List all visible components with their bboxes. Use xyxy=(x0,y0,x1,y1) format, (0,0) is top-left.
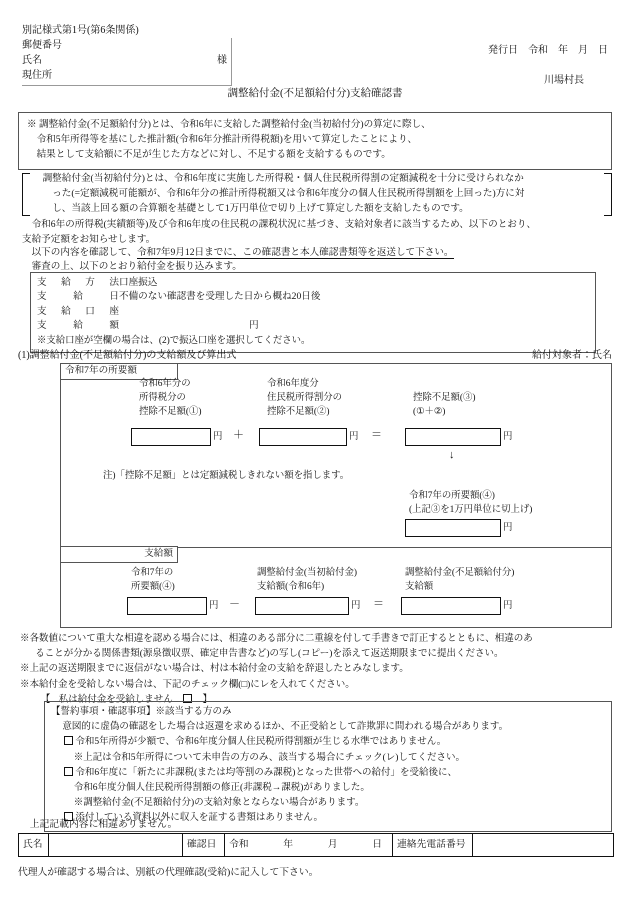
form-id-label: 別記様式第1号(第6条関係) xyxy=(22,25,139,36)
basis-line-2: 支給予定額をお知らせします。 xyxy=(22,234,156,246)
recipient-name-line xyxy=(22,53,231,68)
recipient-name-label: 氏名 xyxy=(22,55,42,66)
required-amount-yen: 円 xyxy=(503,523,513,533)
note-item-1: ※各数値について重大な相違を認める場合には、相違のある部分に二重線を付して手書きで訂正するとともに、相違のあ xyxy=(20,634,533,644)
postal-code-label: 郵便番号 xyxy=(22,40,62,51)
signature-table xyxy=(18,833,614,857)
required-amount-carry-input[interactable] xyxy=(127,597,207,615)
calc1-equals-operator: ＝ xyxy=(371,429,382,441)
review-text: 審査の上、以下のとおり給付金を振り込みます。 xyxy=(31,261,242,272)
pledge-checkbox-1[interactable] xyxy=(64,736,73,745)
calc2-col3-head-1: 調整給付金(不足額給付分) xyxy=(405,568,515,578)
section1-header xyxy=(18,349,612,364)
pledge-item-1-sub: ※上記は令和5年所得について未申告の方のみ、該当する場合にチェック(レ)してください。 xyxy=(73,752,465,763)
payment-method-row xyxy=(37,276,589,290)
arrow-down-icon: ↓ xyxy=(449,449,455,461)
required-amount-tab: 令和7年の所要額 xyxy=(60,363,178,380)
payment-date-row xyxy=(37,290,589,304)
calc1-field2-yen: 円 xyxy=(349,432,359,442)
calc2-field1-yen: 円 xyxy=(209,601,219,611)
pledge-item-1-row xyxy=(51,735,605,750)
confirmation-statement-text: 上記記載内容に相違ありません。 xyxy=(29,819,178,830)
honorific-label: 様 xyxy=(217,55,227,66)
payment-account-value xyxy=(119,305,589,319)
payment-account-row xyxy=(37,305,589,319)
page-title: 調整給付金(不足額給付分)支給確認書 xyxy=(227,88,403,99)
basis-line-1: 令和6年の所得税(実績額等)及び令和6年度の住民税の課税状況に基づき、支給対象者に該当するため、以下のとおり、 xyxy=(31,219,537,230)
bracket-line-2: った(=定額減税可能額が、令和6年分の推計所得税額又は令和6年度分の個人住民税所得割額を上回った)方に対 xyxy=(52,187,525,199)
pledge-item-2-cont: 令和6年度分個人住民税所得割額の修正(非課税→課税)がありました。 xyxy=(73,782,370,793)
calc1-col1-head-1: 令和6年分の xyxy=(139,379,191,389)
pledge-item-2-row xyxy=(51,766,605,781)
calc2-col1-head-2: 所要額(④) xyxy=(131,582,175,592)
issue-date-year-unit: 年 xyxy=(558,45,568,56)
deduction-shortfall-note: 注)「控除不足額」とは定額減税しきれない額を指します。 xyxy=(103,471,350,481)
pledge-checkbox-2[interactable] xyxy=(64,767,73,776)
current-address-label: 現住所 xyxy=(22,70,52,81)
deduction-shortfall-total-input[interactable] xyxy=(405,428,501,446)
notice-line-2: 令和5年所得等を基にした推計額(令和6年分推計所得税額)を用いて算定したことにより、 xyxy=(36,133,418,145)
payment-amount-row xyxy=(37,319,589,333)
notice-line-3: 結果として支給額に不足が生じた方などに対し、不足する額を支給するものです。 xyxy=(36,148,391,160)
confirmation-date-day: 日 xyxy=(372,838,382,850)
decline-benefit-label: 私は給付金を受給しません xyxy=(58,694,173,705)
calculation-table xyxy=(60,363,612,628)
calc2-col1-head-1: 令和7年の xyxy=(131,568,174,578)
pledge-title: 【誓約事項・確認事項】※該当する方のみ xyxy=(51,707,232,717)
calc2-minus-operator: － xyxy=(229,598,240,610)
calc2-col3-head-2: 支給額 xyxy=(405,582,434,592)
pledge-item-1-label: 令和5年所得が少額で、令和6年度分個人住民税所得割額が生じる水準ではありません。 xyxy=(75,737,447,748)
calc2-col2-head-1: 調整給付金(当初給付金) xyxy=(257,568,357,578)
note-item-1-cont: ることが分かる関係書類(源泉徴収票、確定申告書など)の写し(コピー)を添えて返送期限までに提出ください。 xyxy=(35,649,504,660)
payment-method-label: 支 給 方 法 xyxy=(37,277,119,288)
issue-date-month-unit: 月 xyxy=(578,45,588,56)
payment-account-label: 支 給 口 座 xyxy=(37,305,119,317)
note-item-2: ※上記の返送期限までに返信がない場合は、村は本給付金の支給を辞退したとみなします。 xyxy=(20,664,409,675)
required-amount-subtitle: (上記③を1万円単位に切上げ) xyxy=(409,505,533,515)
payment-date-label: 支 給 日 xyxy=(37,291,119,303)
deduction-shortfall-resident-tax-input[interactable] xyxy=(259,428,347,446)
pledge-item-2-sub: ※調整給付金(不足額給付分)の支給対象とならない場合があります。 xyxy=(73,798,365,809)
issue-date-line xyxy=(488,44,608,59)
confirmation-date-label: 確認日 xyxy=(183,834,225,856)
bracket-line-1: 調整給付金(当初給付分)とは、令和6年度に実施した所得税・個人住民税所得割の定額減税を十分に受けられなか xyxy=(42,173,524,184)
contact-phone-label: 連絡先電話番号 xyxy=(393,834,473,856)
signature-name-input[interactable] xyxy=(49,834,183,856)
decline-bracket-open: 【 xyxy=(40,694,51,705)
calc2-equals-operator: ＝ xyxy=(373,598,384,610)
initial-benefit-amount-input[interactable] xyxy=(255,597,349,615)
calc1-plus-operator: ＋ xyxy=(233,429,244,441)
calc1-col1-head-2: 所得税分の xyxy=(139,393,186,403)
notes-block xyxy=(20,632,614,708)
deduction-shortfall-income-tax-input[interactable] xyxy=(131,428,211,446)
calc1-col3-head-2: (①＋②) xyxy=(413,407,446,417)
notice-line-1: ※ 調整給付金(不足額給付分)とは、令和6年に支給した調整給付金(当初給付分)の算定に際し、 xyxy=(27,119,431,130)
confirmation-date-year: 年 xyxy=(283,838,294,850)
calc1-field3-yen: 円 xyxy=(503,432,513,442)
return-deadline-underlined: 令和7年9月12日までに、この確認書と本人確認書類等を返送して下さい。 xyxy=(136,247,454,258)
required-amount-title: 令和7年の所要額(④) xyxy=(409,491,495,501)
confirmation-date-month: 月 xyxy=(327,838,338,850)
addressee-block xyxy=(22,38,232,86)
contact-phone-input[interactable] xyxy=(473,834,613,856)
payment-amount-yen-unit: 円 xyxy=(249,320,259,332)
section1-title: (1)調整給付金(不足額給付分)の支給額及び算出式 xyxy=(18,350,237,361)
issuer-name: 川場村長 xyxy=(544,75,584,86)
required-amount-input[interactable] xyxy=(405,519,501,537)
calc2-field3-yen: 円 xyxy=(503,601,513,611)
calc1-col2-head-1: 令和6年度分 xyxy=(267,379,319,389)
pledge-box xyxy=(44,701,612,832)
note-item-3: ※本給付金を受給しない場合は、下記のチェック欄(□)にレを入れてください。 xyxy=(20,679,355,690)
confirmation-statement xyxy=(20,818,177,832)
issue-date-label: 発行日 xyxy=(488,45,518,56)
pledge-item-2-label: 令和6年度に「新たに非課税(または均等割のみ課税)となった世帯への給付」を受給後に、 xyxy=(75,767,457,778)
bracket-right-icon xyxy=(604,173,612,216)
pledge-intro: 意図的に虚偽の確認をした場合は返還を求めるほか、不正受給として詐欺罪に問われる場合があります。 xyxy=(62,722,509,733)
payment-amount-label: 支 給 額 xyxy=(37,320,119,332)
notice-box xyxy=(18,112,612,170)
payment-account-note: ※支給口座が空欄の場合は、(2)で振込口座を選択してください。 xyxy=(37,335,311,346)
payment-date-value: 不備のない確認書を受理した日から概ね20日後 xyxy=(119,291,321,303)
bracket-left-icon xyxy=(22,173,30,216)
decline-bracket-close: 】 xyxy=(202,694,213,705)
postal-code-line xyxy=(22,38,231,53)
calc1-col1-head-3: 控除不足額(①) xyxy=(139,407,202,417)
payment-amount-tab: 支給額 xyxy=(60,546,178,563)
confirmation-date-era: 令和 xyxy=(229,838,249,850)
issue-date-day-unit: 日 xyxy=(598,45,608,56)
calc2-field2-yen: 円 xyxy=(351,601,361,611)
proxy-footer-note: 代理人が確認する場合は、別紙の代理確認(受給)に記入して下さい。 xyxy=(18,867,319,878)
return-deadline-prefix: 以下の内容を確認して、 xyxy=(31,247,137,258)
payment-summary-box xyxy=(30,272,596,353)
payment-method-value: 口座振込 xyxy=(119,277,158,288)
recipient-label: 給付対象者：氏名 xyxy=(532,350,612,361)
bracket-note xyxy=(22,172,612,217)
signature-name-label: 氏名 xyxy=(19,834,49,856)
pledge-item-3-label: 添付している資料以外に収入を証する書類はありません。 xyxy=(75,813,323,824)
bracket-line-3: し、当該上回る額の合算額を基礎として1万円単位で切り上げて算定した額を支給したものです。 xyxy=(52,202,469,214)
calc1-col2-head-3: 控除不足額(②) xyxy=(267,407,330,417)
confirmation-date-input[interactable] xyxy=(225,834,393,856)
shortfall-benefit-amount-input[interactable] xyxy=(401,597,501,615)
calc1-field1-yen: 円 xyxy=(213,432,223,442)
calc1-col2-head-2: 住民税所得割分の xyxy=(267,393,343,403)
calc1-col3-head-1: 控除不足額(③) xyxy=(413,393,476,403)
calc2-col2-head-2: 支給額(令和6年) xyxy=(257,582,325,592)
current-address-line xyxy=(22,68,231,83)
issue-date-era: 令和 xyxy=(528,45,548,56)
basis-paragraph xyxy=(22,217,616,248)
